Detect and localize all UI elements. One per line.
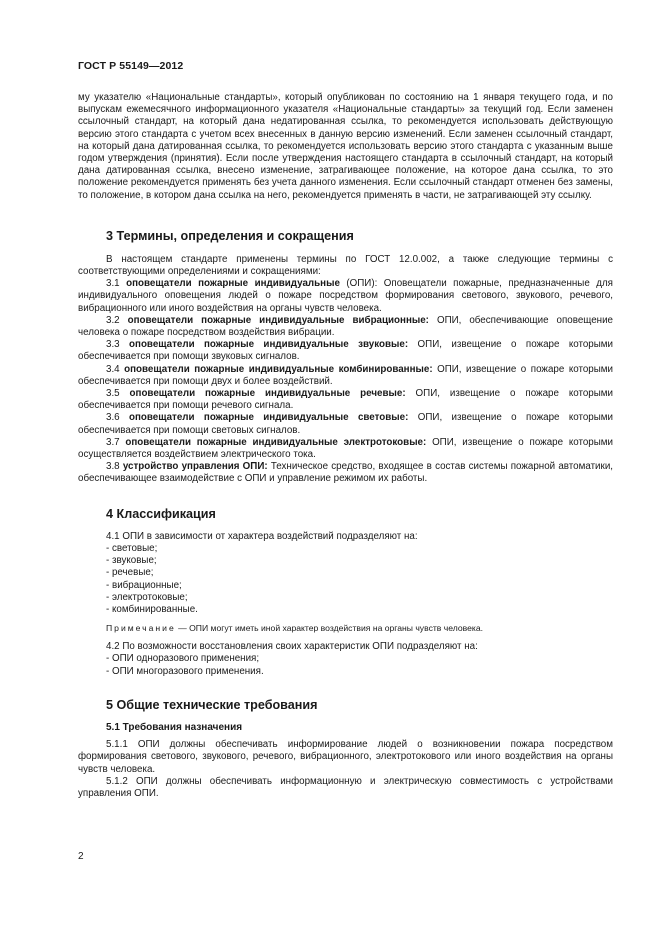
term-name: оповещатели пожарные индивидуальные световые: <box>128 412 409 424</box>
list-item: - ОПИ многоразового применения. <box>106 665 264 677</box>
term-name: оповещатели пожарные индивидуальные электротоковые: <box>125 436 427 448</box>
term-definition: (ОПИ): Оповещатели пожарные, предназначенные для индивидуального оповещения людей о пожаре посредством формирования светового, звукового, речевого, вибрационного или иного воздействия на органы чувств человека. <box>78 278 613 314</box>
classification-4-1: 4.1 ОПИ в зависимости от характера воздействий подразделяют на: <box>106 530 418 542</box>
term-3-4 <box>78 364 613 388</box>
term-number: 3.5 <box>106 388 130 400</box>
classification-4-2: 4.2 По возможности восстановления своих характеристик ОПИ подразделяют на: <box>106 641 478 653</box>
term-number: 3.8 <box>106 461 123 473</box>
note-text: — ОПИ могут иметь иной характер воздействия на органы чувств человека. <box>175 623 483 634</box>
term-definition: ОПИ, извещение о пожаре которыми осуществляется воздействием электрического тока. <box>78 436 614 461</box>
document-body <box>78 92 613 800</box>
list-item: - звуковые; <box>106 555 157 567</box>
term-name: оповещатели пожарные индивидуальные звуковые: <box>129 339 409 351</box>
term-name: оповещатели пожарные индивидуальные вибрационные: <box>127 314 429 326</box>
term-3-7 <box>78 437 613 461</box>
term-number: 3.6 <box>106 412 129 424</box>
classification-note <box>78 622 613 634</box>
section-3-intro: В настоящем стандарте применены термины по ГОСТ 12.0.002, а также следующие термины с соответствующими определениями и сокращениями: <box>78 253 613 278</box>
term-name: оповещатели пожарные индивидуальные <box>126 278 340 290</box>
term-3-3 <box>78 339 613 363</box>
section-4-heading: 4 Классификация <box>106 506 216 521</box>
term-definition: Техническое средство, входящее в состав системы пожарной автоматики, обеспечивающее взаимодействие с ОПИ и управление режимом их работы. <box>78 461 614 485</box>
section-3-heading: 3 Термины, определения и сокращения <box>106 228 354 243</box>
term-number: 3.1 <box>106 278 127 290</box>
term-name: оповещатели пожарные индивидуальные речевые: <box>129 388 406 400</box>
term-definition: ОПИ, обеспечивающие оповещение человека о пожаре посредством воздействия вибрации. <box>78 314 614 339</box>
page-number: 2 <box>78 851 84 862</box>
term-number: 3.4 <box>106 363 125 375</box>
list-item: - речевые; <box>106 567 154 579</box>
term-name: устройство управления ОПИ: <box>122 461 268 473</box>
term-definition: ОПИ, извещение о пожаре которыми обеспечивается при помощи звуковых сигналов. <box>78 339 614 363</box>
requirement-5-1-1: 5.1.1 ОПИ должны обеспечивать информирование людей о возникновении пожара посредством формирования светового, звукового, речевого, вибрационного, электротокового или иного воздействия на органы чувств человека. <box>78 739 613 775</box>
term-number: 3.2 <box>106 314 128 326</box>
section-5-heading: 5 Общие технические требования <box>106 697 318 712</box>
term-name: оповещатели пожарные индивидуальные комбинированные: <box>124 363 433 375</box>
intro-paragraph: му указателю «Национальные стандарты», который опубликован по состоянию на 1 января текущего года, и по выпускам ежемесячного информационного указателя «Национальные стандарты» за текущий год. Если заменен ссылочный стандарт, на который дана недатированная ссылка, то рекомендуется использовать действующую версию этого стандарта с учетом всех внесенных в данную версию изменений. Если заменен ссылочный стандарт, на который дана датированная ссылка, то рекомендуется использовать версию этого стандарта с указанным выше годом утверждения (принятия). Если после утверждения настоящего стандарта в ссылочный стандарт, на который дана датированная ссылка, внесено изменение, затрагивающее положение, на которое дана ссылка, то это положение рекомендуется применять без учета данного изменения. Если ссылочный стандарт отменен без замены, то положение, в котором дана ссылка на него, рекомендуется применять в части, не затрагивающей эту ссылку. <box>78 92 613 201</box>
list-item: - электротоковые; <box>106 591 188 603</box>
term-3-8 <box>78 461 613 485</box>
term-definition: ОПИ, извещение о пожаре которыми обеспечивается при помощи двух и более воздействий. <box>78 363 613 387</box>
list-item: - комбинированные. <box>106 603 198 615</box>
term-3-5 <box>78 388 613 412</box>
term-definition: ОПИ, извещение о пожаре которыми обеспечивается при помощи речевого сигнала. <box>78 388 614 412</box>
list-item: - вибрационные; <box>106 579 182 591</box>
term-3-6 <box>78 412 613 436</box>
document-header: ГОСТ Р 55149—2012 <box>78 60 184 72</box>
term-3-2 <box>78 315 613 339</box>
term-definition: ОПИ, извещение о пожаре которыми обеспечивается при помощи световых сигналов. <box>78 412 614 436</box>
list-item: - ОПИ одноразового применения; <box>106 653 260 665</box>
requirement-5-1-2: 5.1.2 ОПИ должны обеспечивать информационную и электрическую совместимость с устройствами управления ОПИ. <box>78 775 613 800</box>
term-3-1 <box>78 278 613 315</box>
term-number: 3.7 <box>106 436 126 448</box>
term-number: 3.3 <box>106 339 130 351</box>
list-item: - световые; <box>106 542 158 554</box>
subsection-5-1-heading: 5.1 Требования назначения <box>106 721 243 733</box>
note-label: Примечание <box>106 623 176 634</box>
